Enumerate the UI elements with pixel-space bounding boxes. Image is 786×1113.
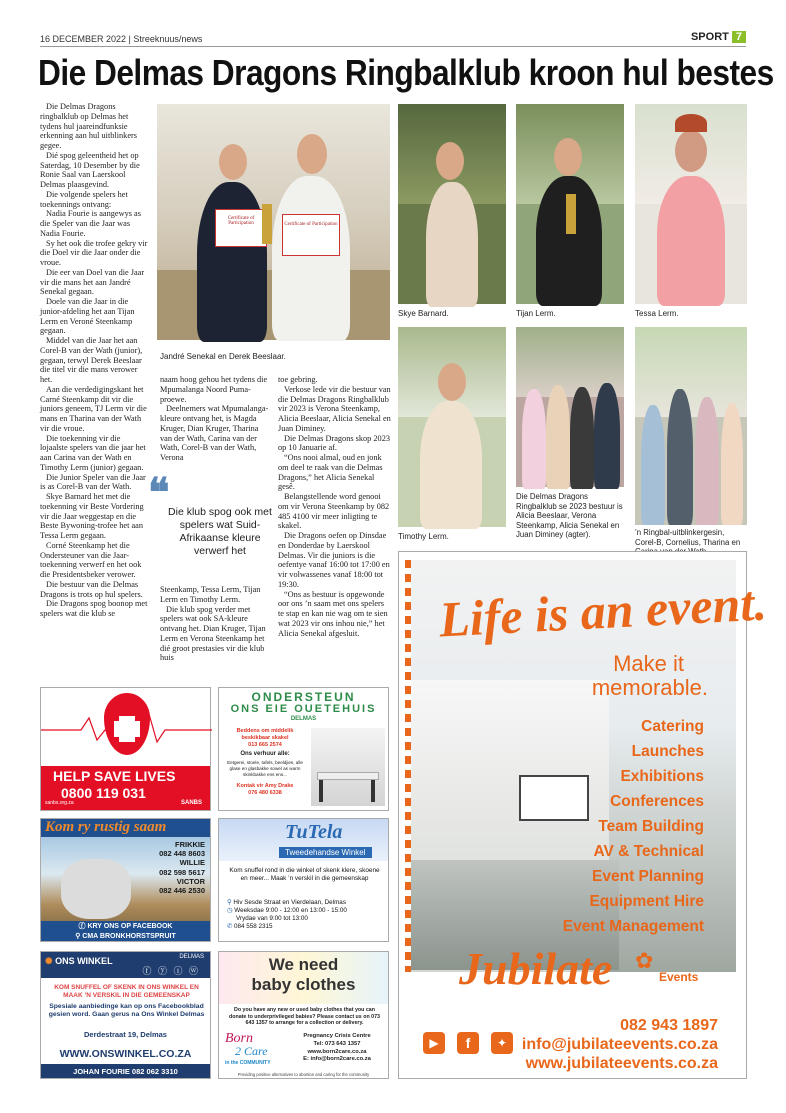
ad-sanbs bbox=[40, 687, 211, 811]
ad-baby-clothes bbox=[218, 951, 389, 1079]
sanbs-brand: SANBS bbox=[181, 800, 203, 806]
rider-phone: 082 448 8603 bbox=[159, 849, 205, 859]
baby-footer: Providing positive alternatives to abortion and caring for the community bbox=[237, 1072, 370, 1077]
born2care-logo3: in the COMMUNITY bbox=[225, 1060, 271, 1066]
service-item: AV & Technical bbox=[593, 843, 704, 860]
paragraph: Die Delmas Dragons skop 2023 op 10 Januarie af. bbox=[278, 433, 390, 453]
riders-title: Kom ry rustig saam bbox=[45, 819, 167, 835]
jubilate-phone: 082 943 1897 bbox=[620, 1017, 718, 1034]
baby-contact bbox=[287, 1033, 387, 1064]
certificate-title: Certificate of Participation bbox=[227, 216, 255, 226]
twitter-icon[interactable]: ✦ bbox=[491, 1032, 513, 1054]
photo-timothy-caption: Timothy Lerm. bbox=[398, 532, 449, 541]
onswinkel-brand bbox=[45, 956, 113, 967]
jubilate-web: www.jubilateevents.co.za bbox=[525, 1055, 718, 1072]
tutela-hours1: Weeksdae 9:00 - 12:00 en 13:00 - 15:00 bbox=[234, 907, 347, 914]
paragraph: Die klub spog verder met spelers wat ook SA-kleure ontvang het. Dian Kruger, Tijan Lerm en Verona Steenkamp het dié groot prestasies vir die klub huis bbox=[160, 604, 266, 663]
photo-tessa bbox=[635, 104, 747, 304]
ouetehuis-red1: Beddens om middelik bbox=[236, 728, 294, 734]
date-line: 16 DECEMBER 2022 | Streeknuus/news bbox=[40, 34, 203, 44]
jubilate-script: Life is an event. bbox=[437, 574, 768, 648]
certificate-title: Certificate of Participation bbox=[284, 222, 338, 227]
certificate bbox=[282, 214, 340, 256]
social-icons: ⓕ ⓨ ⓘ ⓦ bbox=[142, 966, 200, 976]
tutela-address bbox=[227, 899, 347, 907]
ad-onswinkel bbox=[40, 951, 211, 1079]
photo-tessa-caption: Tessa Lerm. bbox=[635, 309, 679, 318]
jubilate-brand2: Events bbox=[659, 970, 699, 984]
paragraph: Die Junior Speler van die Jaar is as Corel-B van der Wath. bbox=[40, 472, 146, 492]
ad-jubilate bbox=[398, 551, 768, 1079]
sanbs-phone: 0800 119 031 bbox=[61, 785, 146, 801]
trophy-icon bbox=[262, 204, 272, 244]
ad-riders bbox=[40, 818, 211, 942]
born2care-logo1: Born bbox=[225, 1031, 253, 1046]
tutela-hours2: Vrydae van 9:00 tot 13:00 bbox=[236, 915, 308, 922]
main-photo bbox=[157, 104, 390, 340]
paragraph: Die toekenning vir die lojaalste spelers van die jaar het aan Carina van der Wath en Timothy Lerm (junior) gegaan. bbox=[40, 433, 146, 472]
youtube-icon[interactable]: ▶ bbox=[423, 1032, 445, 1054]
tutela-phone bbox=[227, 923, 347, 931]
onswinkel-contact: JOHAN FOURIE 082 062 3310 bbox=[73, 1067, 178, 1076]
service-item: Event Management bbox=[562, 918, 704, 935]
headline: Die Delmas Dragons Ringbalklub kroon hul bestes bbox=[38, 52, 774, 93]
people-icon: ✺ bbox=[45, 956, 53, 966]
paragraph: “Ons nooi almal, oud en jonk om deel te raak van die Delmas Dragons,” het Alicia Senekal gesê. bbox=[278, 453, 383, 492]
onswinkel-brand-text: ONS WINKEL bbox=[55, 956, 113, 966]
phone-icon: ✆ bbox=[227, 923, 233, 930]
paragraph: Die Delmas Dragons ringbalklub op Delmas het tydens hul jaareindfunksie erkenning aan hul uitblinkers gegee. bbox=[40, 102, 138, 150]
quote-mark-icon: ❝ bbox=[148, 470, 170, 515]
service-item: Catering bbox=[641, 718, 704, 735]
riders-facebook: ⓕ KRY ONS OP FACEBOOK bbox=[78, 923, 173, 930]
onswinkel-line1: KOM SNUFFEL OF SKENK IN ONS WINKEL EN MAAK ’N VERSKIL IN DIE GEMEENSKAP bbox=[54, 984, 199, 999]
header-rule bbox=[40, 46, 746, 47]
sanbs-title: HELP SAVE LIVES bbox=[53, 768, 176, 784]
article-column-2-top bbox=[160, 375, 270, 475]
baby-web: www.born2care.co.za bbox=[307, 1048, 367, 1055]
paragraph: Aan die verdedigingskant het Carné Steenkamp dit vir die juniors geneem, TJ Lerm vir die mans en Tharina van der Wath vir die vroue. bbox=[40, 384, 147, 433]
sanbs-site: sanbs.org.za bbox=[45, 800, 74, 806]
paragraph: naam hoog gehou het tydens die Mpumalanga Noord Puma-proewe. bbox=[160, 375, 268, 404]
paragraph: Nadia Fourie is aangewys as die Speler van die Jaar was Nadia Fourie. bbox=[40, 209, 141, 238]
service-item: Launches bbox=[631, 743, 704, 760]
baby-email: E: info@born2care.co.za bbox=[303, 1056, 371, 1063]
service-item: Team Building bbox=[598, 818, 704, 835]
onswinkel-site: WWW.ONSWINKEL.CO.ZA bbox=[59, 1048, 192, 1060]
paragraph: Die Dragons spog boonop met spelers wat die klub se bbox=[40, 599, 148, 618]
rider-name: VICTOR bbox=[176, 876, 205, 886]
jubilate-make bbox=[592, 652, 708, 700]
baby-body: Do you have any new or used baby clothes that you can donate to underprivileged babies? Please contact us on 073 643 1357 to arrange for a collection or delivery. bbox=[228, 1007, 380, 1027]
photo-committee bbox=[516, 327, 624, 487]
ouetehuis-contact2: 076 480 6338 bbox=[248, 790, 282, 796]
onswinkel-line3: Derdestraat 19, Delmas bbox=[84, 1030, 167, 1039]
service-item: Equipment Hire bbox=[589, 893, 704, 910]
ouetehuis-contact1: Kontak vir Amy Drake bbox=[236, 783, 294, 789]
service-item: Conferences bbox=[610, 793, 704, 810]
service-item: Exhibitions bbox=[620, 768, 704, 785]
pull-quote bbox=[148, 470, 278, 588]
tutela-body: Kom snuffel rond in die winkel of skenk klere, skoene en meer... Maak ’n verskil in die gemeenskap bbox=[229, 867, 380, 882]
ouetehuis-contact bbox=[225, 783, 305, 797]
paragraph: Verkose lede vir die bestuur van die Delmas Dragons Ringbalklub vir 2023 is Verona Steenkamp, Alicia Beeslaar, Alicia Senekal en Juan Diminey. bbox=[278, 384, 391, 433]
paragraph: Belangstellende word genooi om vir Verona Steenkamp by 082 485 4100 vir meer inligting te skakel. bbox=[278, 492, 390, 531]
photo-skye-caption: Skye Barnard. bbox=[398, 309, 449, 318]
map-pin-icon: ⚲ bbox=[227, 899, 232, 906]
born2care-logo bbox=[225, 1031, 283, 1069]
paragraph: Doele van die Jaar in die junior-afdeling het aan Tijan Lerm en Veroné Steenkamp gegaan. bbox=[40, 297, 135, 336]
ad-ouetehuis bbox=[218, 687, 389, 811]
section-name: SPORT bbox=[690, 31, 729, 43]
baby-title1: We need bbox=[268, 955, 339, 974]
paragraph: “Ons as bestuur is opgewonde oor ons ’n saam met ons spelers te stap en kan nie wag om te sien wat 2023 vir ons inhou nie,” het Alicia Senekal afgesluit. bbox=[278, 589, 388, 638]
paragraph: Die bestuur van die Delmas Dragons is trots op hul spelers. bbox=[40, 579, 143, 599]
pull-quote-text: Die klub spog ook met spelers wat Suid-Afrikaanse kleure verwerf het bbox=[168, 506, 272, 557]
ouetehuis-line3: DELMAS bbox=[290, 716, 317, 722]
jubilate-email: info@jubilateevents.co.za bbox=[521, 1036, 718, 1053]
table-setting-image bbox=[311, 728, 385, 806]
paragraph: Deelnemers wat Mpumalanga-kleure ontvang het, is Magda Kruger, Dian Kruger, Tharina van der Wath, Carina van der Wath, Corel-B van der Wath, Verona bbox=[160, 404, 269, 462]
photo-skye bbox=[398, 104, 506, 304]
article-column-1 bbox=[40, 102, 150, 650]
tutela-details bbox=[227, 899, 347, 931]
photo-tijan bbox=[516, 104, 624, 304]
riders-facebook-text: KRY ONS OP FACEBOOK bbox=[87, 923, 173, 930]
tutela-phone-text: 084 558 2315 bbox=[234, 923, 273, 930]
page-number: 7 bbox=[732, 31, 746, 43]
baby-title2: baby clothes bbox=[251, 975, 356, 994]
onswinkel-line2: Spesiale aanbiedinge kan op ons Facebookblad gesien word. Gaan gerus na Ons Winkel Delmas bbox=[48, 1003, 205, 1018]
paragraph: Middel van die Jaar het aan Corel-B van der Wath (junior), gegaan, terwyl Derek Beeslaar die titel vir die mans verower het. bbox=[40, 336, 143, 384]
riders-location-text: CMA BRONKHORSTSPRUIT bbox=[82, 933, 176, 940]
certificate bbox=[215, 209, 267, 247]
services-list bbox=[563, 714, 704, 939]
riders-location: ⚲ CMA BRONKHORSTSPRUIT bbox=[75, 933, 176, 940]
photo-timothy bbox=[398, 327, 506, 527]
rider-phone: 082 446 2530 bbox=[159, 886, 205, 896]
ouetehuis-red2: beskikbaar skakel bbox=[241, 735, 289, 741]
service-item: Event Planning bbox=[592, 868, 704, 885]
paragraph: Die eer van Doel van die Jaar vir die mans het aan Jandré Senekal gegaan. bbox=[40, 267, 145, 297]
paragraph: Corné Steenkamp het die Ondersteuner van die Jaar-toekenning verwerf en het ook die Presidentsbeker verower. bbox=[40, 540, 142, 579]
baby-tel: Tel: 073 643 1357 bbox=[313, 1040, 361, 1047]
ouetehuis-beds bbox=[225, 728, 305, 749]
tutela-hours bbox=[227, 907, 347, 915]
tutela-sub: Tweedehandse Winkel bbox=[279, 847, 372, 858]
tutela-brand: TuTela bbox=[285, 821, 343, 843]
decorative-border bbox=[405, 560, 411, 972]
photo-family bbox=[635, 327, 747, 525]
paragraph: Die Dragons oefen op Dinsdae en Donderdae by Laerskool Delmas. Vir die juniors is die oefentye vanaf 16:00 tot 17:00 en vir volwassenes vanaf 18:00 tot 19:30. bbox=[278, 531, 390, 589]
trophy-icon bbox=[566, 194, 576, 234]
jubilate-brand: Jubilate bbox=[459, 943, 613, 994]
facebook-icon[interactable]: f bbox=[457, 1032, 479, 1054]
rider-name: FRIKKIE bbox=[175, 840, 205, 849]
riders-contacts bbox=[159, 840, 205, 895]
ouetehuis-bold: Ons verhuur alle: bbox=[240, 751, 290, 757]
ouetehuis-line2: ONS EIE OUETEHUIS bbox=[230, 703, 377, 715]
clock-icon: ◷ bbox=[227, 907, 233, 914]
paragraph: Die volgende spelers het toekennings ontvang: bbox=[40, 189, 128, 209]
riders-photo bbox=[61, 859, 131, 919]
jubilate-make2: memorable. bbox=[591, 675, 708, 700]
ouetehuis-line1: ONDERSTEUN bbox=[251, 690, 356, 704]
ouetehuis-red3: 013 665 2574 bbox=[248, 742, 282, 748]
jubilate-make1: Make it bbox=[613, 651, 684, 676]
article-column-3 bbox=[278, 375, 391, 651]
rider-phone: 082 598 5617 bbox=[159, 867, 205, 877]
ad-tutela bbox=[218, 818, 389, 942]
photo-family-caption: ’n Ringbal-uitblinkergesin, Corel-B, Cornelius, Tharina en bbox=[635, 528, 741, 547]
born2care-logo2: 2 Care bbox=[235, 1044, 268, 1058]
rider-name: WILLIE bbox=[179, 858, 205, 868]
paragraph: Skye Barnard het met die toekenning vir Beste Vordering vir die Jaar weggestap en die Beste Bywoning-trofee het aan Tessa Lerm gegaan. bbox=[40, 492, 144, 540]
section-label bbox=[691, 31, 746, 43]
article-column-2-bottom bbox=[160, 585, 270, 663]
photo-committee-caption: Die Delmas Dragons Ringbalklub se 2023 bestuur is Alicia Beeslaar, Verona Steenkamp, Alicia Senekal en Juan Diminey (agter). bbox=[516, 492, 623, 539]
ouetehuis-small: Eetgerei, stoele, tafels, beeldjies, alle glase en glasbakke sowel as warm skinkbakke ens ens... bbox=[227, 760, 303, 777]
main-photo-caption: Jandré Senekal en Derek Beeslaar. bbox=[160, 352, 286, 361]
onswinkel-tag: DELMAS bbox=[179, 954, 204, 960]
flower-icon: ✿ bbox=[635, 948, 654, 973]
paragraph: Dié spog geleentheid het op Saterdag, 10 Desember by die Ronie Saal van Laerskool Delmas plaasgevind. bbox=[40, 150, 140, 189]
paragraph: Sy het ook die trofee gekry vir die Doel vir die Jaar onder die vroue. bbox=[40, 238, 148, 267]
paragraph: Steenkamp, Tessa Lerm, Tijan Lerm en Timothy Lerm. bbox=[160, 585, 261, 604]
tutela-address-text: Hiv Sesde Straat en Vierdelaan, Delmas bbox=[233, 899, 346, 906]
photo-tijan-caption: Tijan Lerm. bbox=[516, 309, 556, 318]
paragraph: toe gebring. bbox=[278, 375, 318, 384]
baby-centre: Pregnancy Crisis Centre bbox=[303, 1033, 371, 1039]
